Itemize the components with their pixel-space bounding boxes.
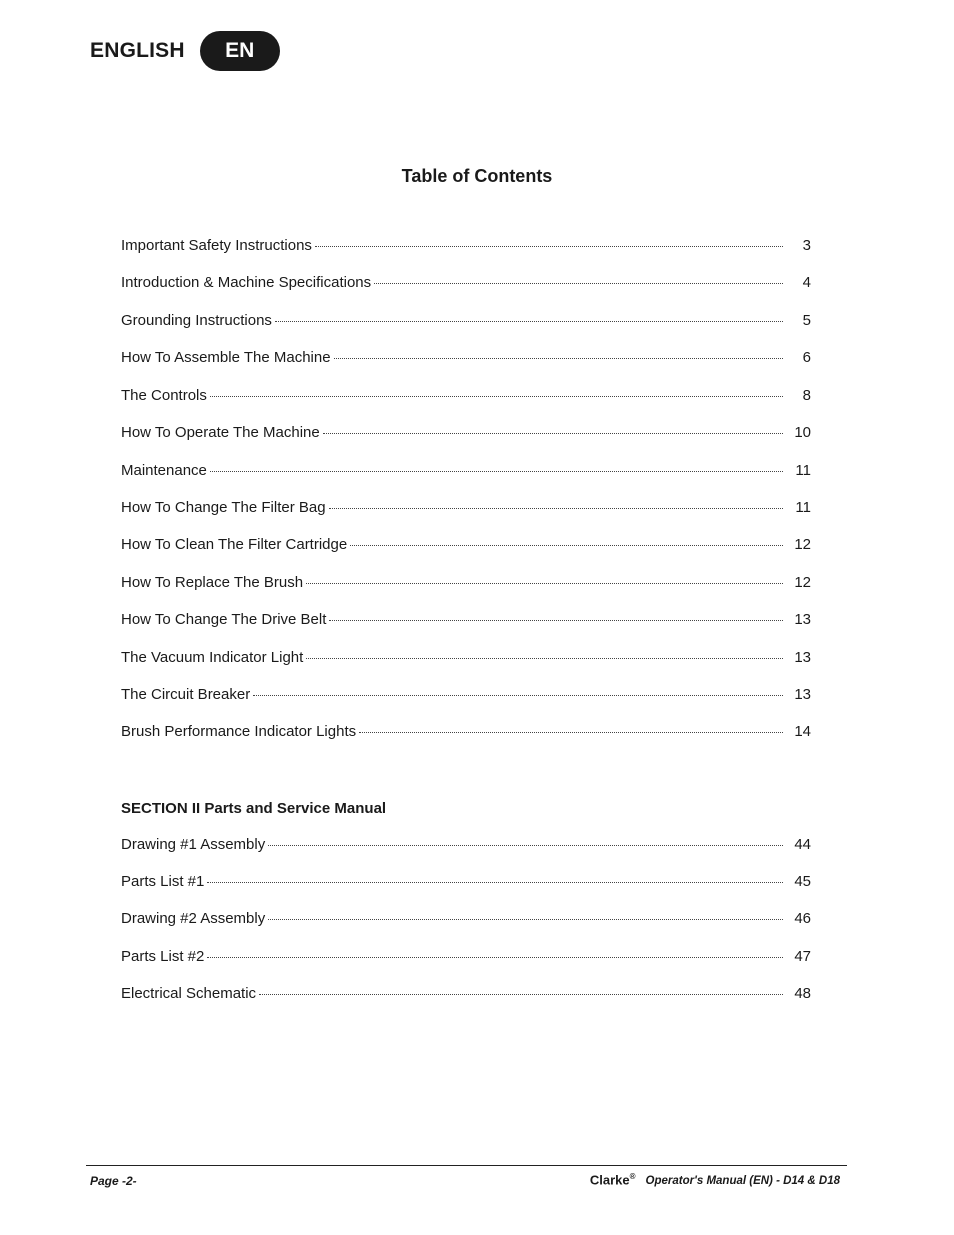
toc-entry-page: 46: [794, 910, 811, 927]
toc-entry-page: 13: [794, 686, 811, 703]
dot-leader: [359, 731, 783, 733]
dot-leader: [253, 694, 783, 696]
toc-entry[interactable]: [121, 574, 811, 596]
toc-entry-page: 14: [794, 723, 811, 740]
dot-leader: [329, 619, 783, 621]
toc-entry-label: The Circuit Breaker: [121, 686, 251, 703]
toc-entry[interactable]: [121, 836, 811, 858]
toc-entry-page: 45: [794, 873, 811, 890]
dot-leader: [350, 544, 783, 546]
toc-entry[interactable]: [121, 873, 811, 895]
page-number: Page -2-: [90, 1174, 137, 1188]
toc-entry[interactable]: [121, 237, 811, 259]
footer-divider: [86, 1165, 847, 1166]
toc-entry-page: 12: [794, 574, 811, 591]
toc-entry[interactable]: [121, 499, 811, 521]
toc-entry-label: Drawing #1 Assembly: [121, 836, 266, 853]
toc-entry[interactable]: [121, 723, 811, 745]
toc-entry-page: 5: [802, 312, 811, 329]
toc-entry-label: Introduction & Machine Specifications: [121, 274, 372, 291]
language-header: [90, 31, 280, 71]
toc-entry[interactable]: [121, 910, 811, 932]
dot-leader: [323, 432, 783, 434]
toc-entry[interactable]: [121, 387, 811, 409]
toc-entry[interactable]: [121, 611, 811, 633]
toc-entry-page: 13: [794, 611, 811, 628]
toc-entry-label: Parts List #1: [121, 873, 205, 890]
toc-entry-label: How To Assemble The Machine: [121, 349, 331, 366]
dot-leader: [268, 918, 783, 920]
toc-entry-label: How To Clean The Filter Cartridge: [121, 536, 348, 553]
dot-leader: [315, 245, 783, 247]
toc-entry-label: Brush Performance Indicator Lights: [121, 723, 357, 740]
brand-name: [590, 1172, 636, 1187]
toc-entry-page: 11: [795, 499, 811, 516]
dot-leader: [334, 357, 783, 359]
toc-entry-label: Drawing #2 Assembly: [121, 910, 266, 927]
language-badge: EN: [200, 31, 280, 71]
dot-leader: [207, 956, 783, 958]
toc-entry-label: How To Operate The Machine: [121, 424, 320, 441]
toc-entry[interactable]: [121, 312, 811, 334]
toc-entry-label: How To Change The Filter Bag: [121, 499, 326, 516]
dot-leader: [210, 395, 783, 397]
registered-mark: ®: [629, 1172, 636, 1181]
toc-entry-page: 11: [795, 462, 811, 479]
dot-leader: [210, 470, 783, 472]
toc-entry-label: How To Change The Drive Belt: [121, 611, 327, 628]
toc-entry-page: 8: [802, 387, 811, 404]
toc-entry-label: How To Replace The Brush: [121, 574, 304, 591]
dot-leader: [329, 507, 783, 509]
toc-entry[interactable]: [121, 424, 811, 446]
dot-leader: [374, 282, 783, 284]
toc-entry-page: 4: [802, 274, 811, 291]
toc-entry-page: 3: [802, 237, 811, 254]
toc-entry-label: The Controls: [121, 387, 207, 404]
dot-leader: [275, 320, 783, 322]
toc-entry-page: 44: [794, 836, 811, 853]
brand-label: Clarke: [589, 1172, 630, 1188]
toc-entry[interactable]: [121, 536, 811, 558]
dot-leader: [268, 844, 783, 846]
toc-entry-label: Important Safety Instructions: [121, 237, 312, 254]
toc-entry-label: Parts List #2: [121, 948, 205, 965]
section-heading: SECTION II Parts and Service Manual: [121, 800, 387, 817]
dot-leader: [306, 582, 783, 584]
toc-entry[interactable]: [121, 274, 811, 296]
page-title: Table of Contents: [401, 166, 553, 186]
toc-entry-page: 10: [794, 424, 811, 441]
toc-entry[interactable]: [121, 462, 811, 484]
dot-leader: [207, 881, 783, 883]
toc-entry-page: 48: [794, 985, 811, 1002]
toc-entry[interactable]: [121, 686, 811, 708]
toc-entry[interactable]: [121, 948, 811, 970]
toc-entry-page: 12: [794, 536, 811, 553]
manual-title: Operator's Manual (EN) - D14 & D18: [645, 1175, 840, 1188]
toc-entry-label: Electrical Schematic: [121, 985, 257, 1002]
dot-leader: [259, 993, 783, 995]
toc-entry-label: The Vacuum Indicator Light: [121, 649, 304, 666]
toc-entry-label: Grounding Instructions: [121, 312, 272, 329]
dot-leader: [306, 657, 783, 659]
toc-entry[interactable]: [121, 349, 811, 371]
toc-entry[interactable]: [121, 649, 811, 671]
toc-entry[interactable]: [121, 985, 811, 1007]
footer-info: [590, 1172, 840, 1187]
language-label: ENGLISH: [90, 39, 185, 62]
toc-entry-page: 13: [794, 649, 811, 666]
toc-entry-page: 6: [802, 349, 811, 366]
toc-entry-label: Maintenance: [121, 462, 207, 479]
toc-entry-page: 47: [794, 948, 811, 965]
